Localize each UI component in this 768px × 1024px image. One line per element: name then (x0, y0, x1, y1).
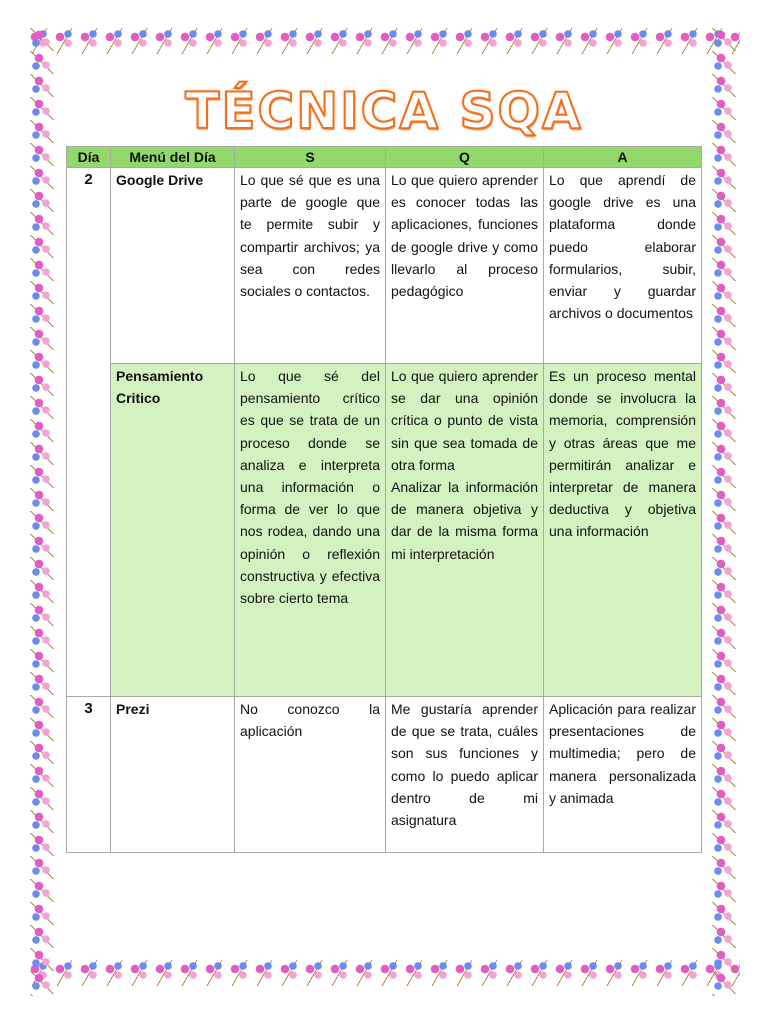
balloon-border-bottom (28, 960, 740, 986)
cell-menu: Prezi (111, 697, 235, 853)
cell-a: Es un proceso mental donde se involucra la memoria, comprensión y otras áreas que me permitirán analizar e interpretar de manera deductiva y objetiva una información (544, 364, 702, 697)
cell-s: Lo que sé que es una parte de google que te permite subir y compartir archivos; ya sea con redes sociales o contactos. (235, 168, 386, 364)
cell-q: Lo que quiero aprender es conocer todas las aplicaciones, funciones de google drive y como llevarlo al proceso pedagógico (386, 168, 544, 364)
header-dia: Día (67, 147, 111, 168)
table-row (67, 168, 702, 364)
header-a: A (544, 147, 702, 168)
cell-dia: 3 (67, 697, 111, 853)
balloon-border-top (28, 28, 740, 54)
header-s: S (235, 147, 386, 168)
cell-q: Me gustaría aprender de que se trata, cuáles son sus funciones y como lo puedo aplicar dentro de mi asignatura (386, 697, 544, 853)
table-row (67, 364, 702, 697)
cell-q (386, 364, 544, 697)
header-menu: Menú del Día (111, 147, 235, 168)
cell-q-part2: Analizar la información de manera objetiva y dar de la misma forma mi interpretación (391, 479, 538, 562)
cell-q-part1: Lo que quiero aprender se dar una opinión crítica o punto de vista sin que sea tomada de otra forma (391, 368, 538, 473)
balloon-border-right (712, 28, 738, 996)
cell-a: Aplicación para realizar presentaciones de multimedia; pero de manera personalizada y animada (544, 697, 702, 853)
cell-s: Lo que sé del pensamiento crítico es que se trata de un proceso donde se analiza e interpreta una información o forma de ver lo que nos rodea, dando una opinión o reflexión constructiva y efectiva sobre cierto tema (235, 364, 386, 697)
sqa-table (66, 146, 702, 853)
table-header-row (67, 147, 702, 168)
cell-a: Lo que aprendí de google drive es una plataforma donde puedo elaborar formularios, subir, enviar y guardar archivos o documentos (544, 168, 702, 364)
table-row (67, 697, 702, 853)
balloon-border-left (30, 28, 56, 996)
cell-dia: 2 (67, 168, 111, 697)
cell-menu: Pensamiento Critico (111, 364, 235, 697)
cell-s: No conozco la aplicación (235, 697, 386, 853)
page-title: TÉCNICA SQA (185, 82, 583, 140)
cell-menu: Google Drive (111, 168, 235, 364)
header-q: Q (386, 147, 544, 168)
